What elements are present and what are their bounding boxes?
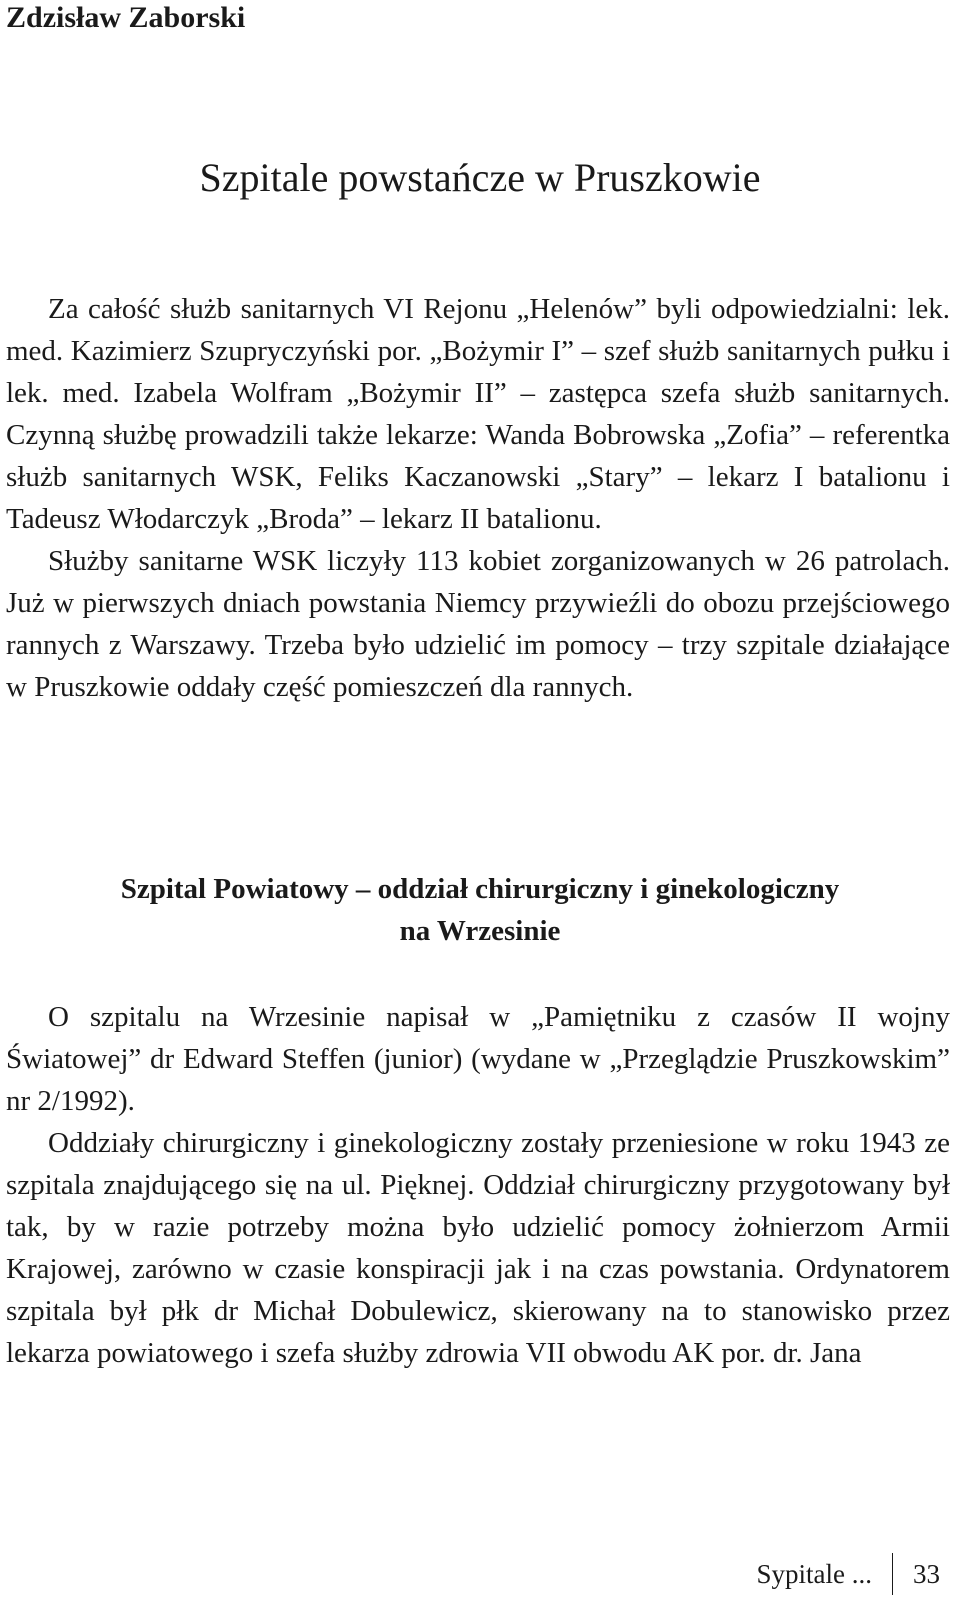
section-heading — [0, 868, 960, 952]
section-heading-line: na Wrzesinie — [399, 915, 561, 947]
section-intro — [6, 288, 950, 708]
author-name: Zdzisław Zaborski — [6, 1, 246, 34]
section-heading-line: Szpital Powiatowy – oddział chirurgiczny i ginekologiczny — [120, 873, 840, 905]
page-footer — [757, 1552, 941, 1596]
chapter-title: Szpitale powstańcze w Pruszkowie — [199, 155, 761, 200]
paragraph: Służby sanitarne WSK liczyły 113 kobiet zorganizowanych w 26 patrolach. Już w pierwszych dniach powstania Niemcy przywieźli do obozu przejściowego rannych z Warszawy. Trzeba było udzielić im pomocy – trzy szpitale działające w Pruszkowie oddały część pomieszczeń dla rannych. — [6, 545, 950, 703]
page-number: 33 — [913, 1558, 940, 1589]
paragraph: Za całość służb sanitarnych VI Rejonu „Helenów” byli odpowiedzialni: lek. med. Kazimierz Szupryczyński por. „Bożymir I” – szef służb sanitarnych pułku i lek. med. Izabela Wolfram „Bożymir II” – zastępca szefa służb sanitarnych. Czynną służbę prowadzili także lekarze: Wanda Bobrowska „Zofia” – referentka służb sanitarnych WSK, Feliks Kaczanowski „Stary” – lekarz I batalionu i Tadeusz Włodarczyk „Broda” – lekarz II batalionu. — [6, 293, 950, 535]
paragraph: O szpitalu na Wrzesinie napisał w „Pamiętniku z czasów II wojny Światowej” dr Edward Steffen (junior) (wydane w „Przeglądzie Pruszkowskim” nr 2/1992). — [6, 1001, 950, 1117]
running-title: Sypitale ... — [756, 1558, 872, 1589]
section-hospital — [6, 996, 950, 1374]
paragraph: Oddziały chirurgiczny i ginekologiczny zostały przeniesione w roku 1943 ze szpitala znajdującego się na ul. Pięknej. Oddział chirurgiczny przygotowany był tak, by w razie potrzeby można było udzielić pomocy żołnierzom Armii Krajowej, zarówno w czasie konspiracji jak i na czas powstania. Ordynatorem szpitala był płk dr Michał Dobulewicz, skierowany na to stanowisko przez lekarza powiatowego i szefa służby zdrowia VII obwodu AK por. dr. Jana — [6, 1127, 950, 1369]
